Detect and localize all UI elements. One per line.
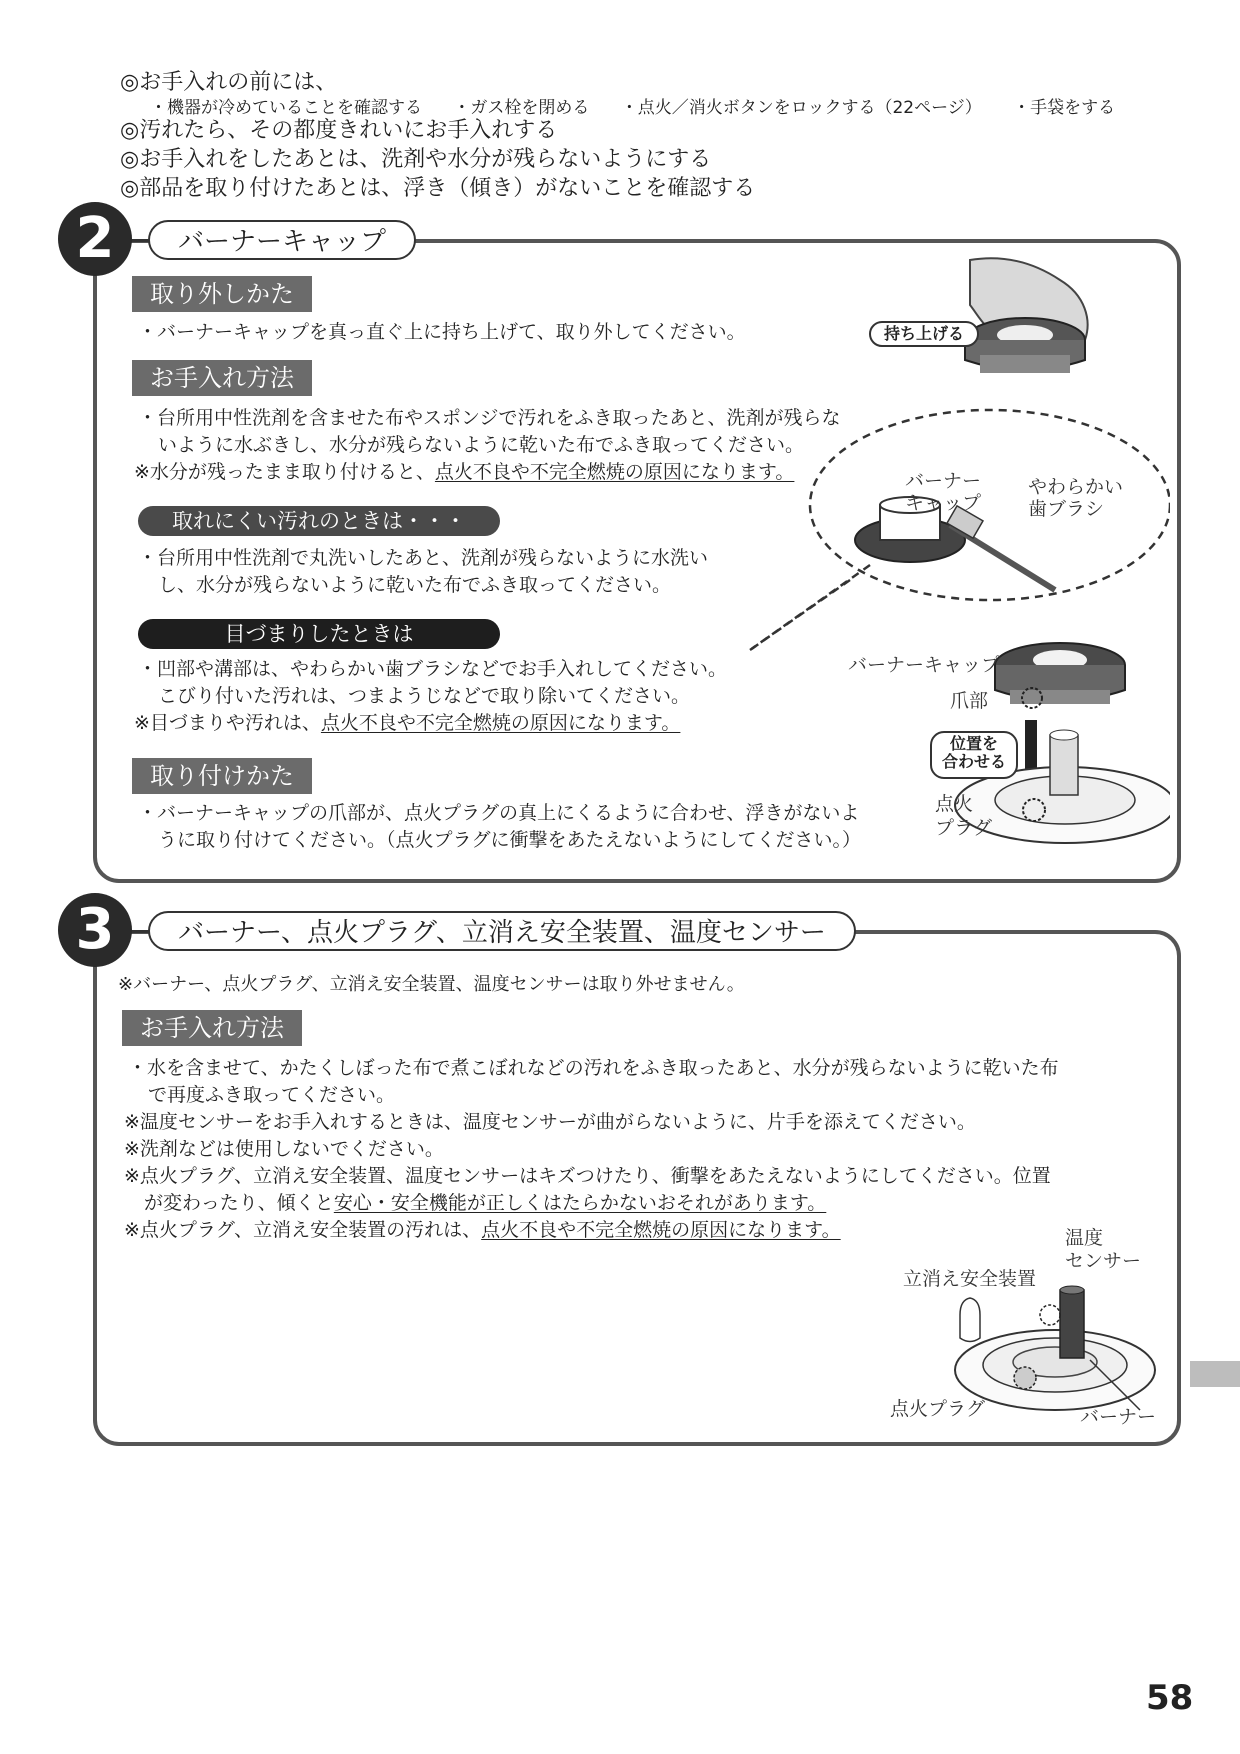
brush-label-top: やわらかい xyxy=(1028,476,1124,498)
intro-line-2: ◎汚れたら、その都度きれいにお手入れする xyxy=(120,118,558,143)
check-cooled: ・機器が冷めていることを確認する xyxy=(150,98,422,118)
brush-label-bottom: 歯ブラシ xyxy=(1028,498,1105,520)
safety-device-label: 立消え安全装置 xyxy=(903,1268,1037,1290)
care-line-2: いように水ぶきし、水分が残らないように乾いた布でふき取ってください。 xyxy=(158,434,805,456)
clogged-note xyxy=(134,710,680,736)
plug-label-bottom: プラグ xyxy=(935,817,993,839)
plug-label-top: 点火 xyxy=(935,793,974,815)
intro-line-3: ◎お手入れをしたあとは、洗剤や水分が残らないようにする xyxy=(120,147,712,172)
zoom-bubble xyxy=(810,410,1170,600)
section-3-title: バーナー、点火プラグ、立消え安全装置、温度センサー xyxy=(148,911,856,951)
install-line-2: うに取り付けてください。（点火プラグに衝撃をあたえないようにしてください。） xyxy=(158,829,862,851)
care-note-prefix: ※水分が残ったまま取り付けると、 xyxy=(134,461,435,483)
section-2-title: バーナーキャップ xyxy=(148,220,416,260)
s3-care-line-2: で再度ふき取ってください。 xyxy=(148,1084,396,1106)
align-label xyxy=(930,731,1018,779)
s3-note-2: ※洗剤などは使用しないでください。 xyxy=(124,1138,444,1160)
care-note-warning: 点火不良や不完全燃焼の原因になります。 xyxy=(434,461,795,483)
clogged-heading: 目づまりしたときは xyxy=(138,619,500,649)
page-number: 58 xyxy=(1146,1678,1194,1718)
align-label-bottom: 合わせる xyxy=(941,752,1006,771)
section-3-number: 3 xyxy=(58,893,132,967)
s3-note-3-prefix: が変わったり、傾くと xyxy=(144,1192,334,1214)
intro-line-4: ◎部品を取り付けたあとは、浮き（傾き）がないことを確認する xyxy=(120,176,756,201)
plug-label: 点火プラグ xyxy=(890,1398,986,1420)
clogged-line-1: ・凹部や溝部は、やわらかい歯ブラシなどでお手入れしてください。 xyxy=(138,658,728,680)
bubble-burner-cap-bottom: キャップ xyxy=(905,492,982,514)
sensor-label-top: 温度 xyxy=(1065,1227,1104,1249)
section-2-number: 2 xyxy=(58,202,132,276)
section-3-note: ※バーナー、点火プラグ、立消え安全装置、温度センサーは取り外せません。 xyxy=(118,974,745,995)
stubborn-heading: 取れにくい汚れのときは・・・ xyxy=(138,506,500,536)
s3-note-1: ※温度センサーをお手入れするときは、温度センサーが曲がらないように、片手を添えてください。 xyxy=(124,1111,976,1133)
burner-label: バーナー xyxy=(1080,1406,1157,1428)
removal-heading: 取り外しかた xyxy=(132,276,312,312)
removal-text: ・バーナーキャップを真っ直ぐ上に持ち上げて、取り外してください。 xyxy=(138,321,746,343)
care-heading: お手入れ方法 xyxy=(132,360,312,396)
section-3-care-heading: お手入れ方法 xyxy=(122,1010,302,1046)
install-heading: 取り付けかた xyxy=(132,758,312,794)
align-label-top: 位置を xyxy=(949,734,998,753)
burner-cap-label: バーナーキャップ xyxy=(848,654,1001,676)
install-line-1: ・バーナーキャップの爪部が、点火プラグの真上にくるように合わせ、浮きがないよ xyxy=(138,802,860,824)
stubborn-line-1: ・台所用中性洗剤で丸洗いしたあと、洗剤が残らないように水洗い xyxy=(138,547,709,569)
sensor-label-bottom: センサー xyxy=(1065,1250,1142,1272)
intro-checklist xyxy=(150,93,1141,118)
s3-note-3-warning: 安心・安全機能が正しくはたらかないおそれがあります。 xyxy=(333,1192,827,1214)
s3-note-4-warning: 点火不良や不完全燃焼の原因になります。 xyxy=(481,1219,841,1241)
hand-lifting-cap xyxy=(965,258,1088,373)
s3-note-4-prefix: ※点火プラグ、立消え安全装置の汚れは、 xyxy=(124,1219,482,1241)
s3-note-3-line-2 xyxy=(144,1190,826,1216)
care-note xyxy=(134,459,794,485)
intro-line-1: ◎お手入れの前には、 xyxy=(120,70,338,95)
bubble-burner-cap-top: バーナー xyxy=(905,470,982,492)
clogged-note-warning: 点火不良や不完全燃焼の原因になります。 xyxy=(320,712,681,734)
lift-label: 持ち上げる xyxy=(869,321,979,347)
s3-note-3-line-1: ※点火プラグ、立消え安全装置、温度センサーはキズつけたり、衝撃をあたえないようにしてください。位置 xyxy=(124,1165,1051,1187)
care-line-1: ・台所用中性洗剤を含ませた布やスポンジで汚れをふき取ったあと、洗剤が残らな xyxy=(138,407,841,429)
check-lock-button: ・点火／消火ボタンをロックする（22ページ） xyxy=(620,98,982,118)
stubborn-line-2: し、水分が残らないように乾いた布でふき取ってください。 xyxy=(158,574,672,596)
clogged-line-2: こびり付いた汚れは、つまようじなどで取り除いてください。 xyxy=(158,685,691,707)
clogged-note-prefix: ※目づまりや汚れは、 xyxy=(134,712,321,734)
check-gloves: ・手袋をする xyxy=(1013,98,1116,118)
s3-care-line-1: ・水を含ませて、かたくしぼった布で煮こぼれなどの汚れをふき取ったあと、水分が残らないように乾いた布 xyxy=(128,1057,1059,1079)
s3-note-4 xyxy=(124,1217,841,1243)
claw-label: 爪部 xyxy=(950,690,989,712)
side-index-tab xyxy=(1190,1361,1240,1387)
check-gas-valve: ・ガス栓を閉める xyxy=(453,98,590,118)
